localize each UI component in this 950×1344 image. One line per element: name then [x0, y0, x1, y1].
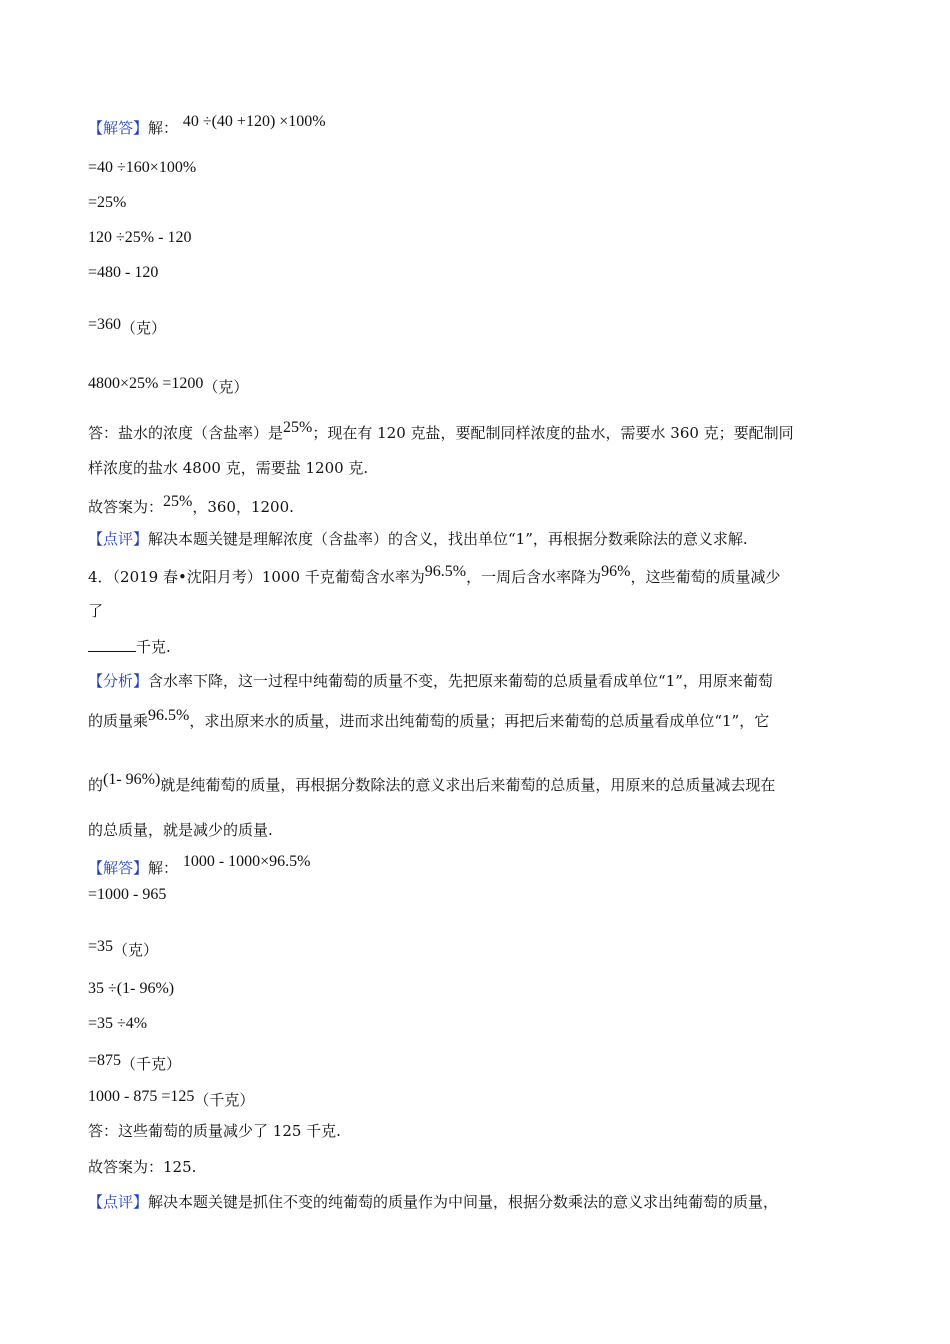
equation: 1000 - 875 =125: [88, 1088, 195, 1105]
answer-text: ；现在有 120 克盐，要配制同样浓度的盐水，需要水 360 克；要配制同: [312, 424, 794, 442]
percent-value: 25%: [163, 493, 193, 510]
answer-blank: [88, 637, 136, 652]
question-line: 了: [88, 602, 104, 620]
equation-line: [88, 1050, 181, 1071]
equation: 1000 - 1000×96.5%: [182, 853, 311, 870]
equation: 4800×25% =1200: [88, 375, 204, 392]
analysis-text: 就是纯葡萄的质量，再根据分数除法的意义求出后来葡萄的总质量，用原来的总质量减去现在: [160, 776, 776, 794]
equation: =25%: [88, 194, 127, 211]
analysis-line: [88, 671, 773, 691]
solution-line-1: [88, 113, 326, 139]
equation: 120 ÷25% - 120: [88, 229, 192, 246]
answer-text: 答：盐水的浓度（含盐率）是: [88, 424, 284, 442]
analysis-line: [88, 771, 776, 796]
final-answer-line: [88, 493, 294, 518]
equation: =875: [88, 1052, 122, 1069]
unit: （千克）: [194, 1091, 255, 1109]
comment-line: [88, 529, 748, 549]
answer-line: [88, 419, 794, 444]
equation: =360: [88, 316, 122, 333]
unit: （克）: [113, 941, 159, 959]
equation: 40 ÷(40 +120) ×100%: [182, 113, 326, 130]
equation-line: [88, 373, 248, 394]
solution-prefix: 解：: [148, 859, 179, 877]
final-answer-line: [88, 1157, 196, 1177]
unit: （千克）: [121, 1055, 182, 1073]
question-text: ，一周后含水率降为: [466, 568, 602, 586]
solution-line-1: [88, 853, 311, 879]
question-blank-line: [88, 637, 171, 657]
equation: 35 ÷(1- 96%): [88, 980, 175, 997]
unit: （克）: [121, 319, 167, 337]
equation: =1000 - 965: [88, 886, 167, 903]
comment-line: [88, 1192, 778, 1212]
percent-value: 96.5%: [424, 563, 467, 580]
question-line: [88, 563, 781, 588]
answer-line: 答：这些葡萄的质量减少了 125 千克.: [88, 1122, 341, 1140]
comment-text: 解决本题关键是理解浓度（含盐率）的含义，找出单位“1”，再根据分数乘除法的意义求解.: [148, 530, 748, 548]
comment-text: 解决本题关键是抓住不变的纯葡萄的质量作为中间量，根据分数乘法的意义求出纯葡萄的质量，: [148, 1193, 779, 1211]
comment-label: 【点评】: [88, 530, 149, 548]
equation: =35: [88, 938, 114, 955]
equation-line: [88, 1086, 254, 1107]
expression: (1- 96%): [103, 771, 161, 788]
equation-line: [88, 936, 158, 957]
analysis-text: 含水率下降，这一过程中纯葡萄的质量不变，先把原来葡萄的总质量看成单位“1”，用原来葡萄: [148, 672, 773, 690]
final-answer-label: 故答案为：: [88, 498, 164, 516]
analysis-text: ，求出原来水的质量，进而求出纯葡萄的质量；再把后来葡萄的总质量看成单位“1”，它: [189, 712, 770, 730]
equation-line: [88, 314, 166, 335]
final-answer-value: 125.: [163, 1158, 197, 1176]
equation: =35 ÷4%: [88, 1015, 148, 1032]
percent-value: 96%: [601, 563, 631, 580]
solution-prefix: 解：: [148, 119, 179, 137]
comment-label: 【点评】: [88, 1193, 149, 1211]
analysis-line: [88, 707, 770, 732]
analysis-text: 的质量乘: [88, 712, 149, 730]
question-unit: 千克.: [136, 638, 171, 656]
question-text: 4．（2019 春•沈阳月考）1000 千克葡萄含水率为: [88, 568, 425, 586]
equation: =40 ÷160×100%: [88, 159, 197, 176]
answer-label: 【解答】: [88, 119, 149, 137]
final-answer-label: 故答案为：: [88, 1158, 164, 1176]
percent-value: 96.5%: [148, 707, 190, 724]
answer-label: 【解答】: [88, 859, 149, 877]
equation: =480 - 120: [88, 264, 159, 281]
answer-line: 样浓度的盐水 4800 克，需要盐 1200 克.: [88, 459, 369, 477]
unit: （克）: [203, 378, 249, 396]
analysis-text: 的: [88, 776, 104, 794]
analysis-label: 【分析】: [88, 672, 149, 690]
question-text: ，这些葡萄的质量减少: [630, 568, 781, 586]
analysis-line: 的总质量，就是减少的质量.: [88, 821, 273, 839]
final-answer-value: ，360，1200.: [192, 498, 294, 516]
percent-value: 25%: [283, 419, 313, 436]
